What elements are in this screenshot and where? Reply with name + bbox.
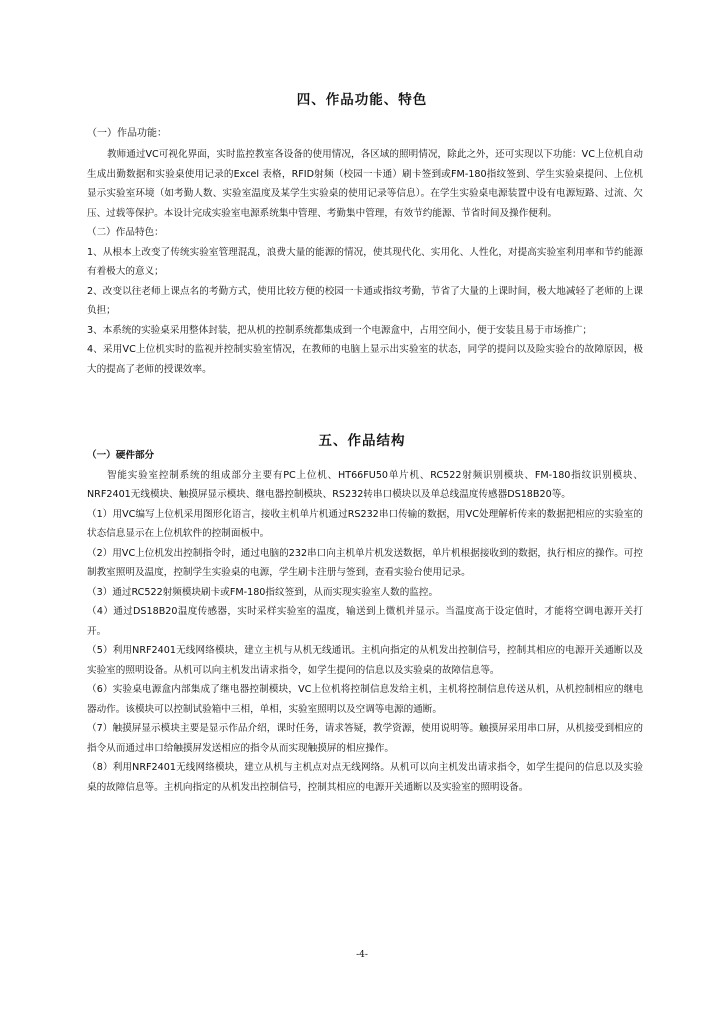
feature-item-3: 3、本系统的实验桌采用整体封装，把从机的控制系统都集成到一个电源盒中，占用空间小，便于安装且易于市场推广； bbox=[87, 324, 592, 336]
section5-body bbox=[87, 446, 643, 797]
feature-item-2: 2、改变以往老师上课点名的考勤方式，使用比较方便的校园一卡通或指纹考勤，节省了大量的上课时间，极大地减轻了老师的上课负担； bbox=[87, 285, 643, 316]
hardware-intro: 智能实验室控制系统的组成部分主要有PC上位机、HT66FU50单片机、RC522射频识别模块、FM-180指纹识别模块、NRF2401无线模块、触摸屏显示模块、继电器控制模块、RS232转串口模块以及单总线温度传感器DS18B20等。 bbox=[87, 469, 643, 500]
feature-item-4: 4、采用VC上位机实时的监视并控制实验室情况，在教师的电脑上显示出实验室的状态，同学的提问以及险实验台的故障原因，极大的提高了老师的授课效率。 bbox=[87, 344, 643, 375]
structure-item-1: （1）用VC编写上位机采用图形化语言，接收主机单片机通过RS232串口传输的数据，用VC处理解析传来的数据把相应的实验室的状态信息显示在上位机软件的控制面板中。 bbox=[87, 508, 643, 539]
page-number: -4- bbox=[356, 950, 368, 960]
section-heading-structure: 五、作品结构 bbox=[318, 433, 406, 449]
structure-item-2: （2）用VC上位机发出控制指令时，通过电脑的232串口向主机单片机发送数据，单片机根据接收到的数据，执行相应的操作。可控制教室照明及温度，控制学生实验桌的电源，学生刷卡注册与签到，查看实验台使用记录。 bbox=[87, 547, 643, 578]
structure-item-7: （7）触摸屏显示模块主要是显示作品介绍，课时任务，请求答疑，教学资源，使用说明等。触摸屏采用串口屏，从机接受到相应的指令从而通过串口给触摸屏发送相应的指令从而实现触摸屏的相应操作。 bbox=[87, 723, 643, 754]
structure-item-3: （3）通过RC522射频模块刷卡或FM-180指纹签到，从而实现实验室人数的监控。 bbox=[87, 586, 439, 598]
section-heading-functions: 四、作品功能、特色 bbox=[296, 92, 428, 108]
structure-item-5: （5）利用NRF2401无线网络模块，建立主机与从机无线通讯。主机向指定的从机发出控制信号，控制其相应的电源开关通断以及实验室的照明设备。从机可以向主机发出请求指令，如学生提问的信息以及实验桌的故障信息等。 bbox=[87, 645, 643, 676]
features-subtitle: （二）作品特色： bbox=[87, 227, 164, 238]
structure-item-4: （4）通过DS18B20温度传感器，实时采样实验室的温度，输送到上微机并显示。当温度高于设定值时，才能将空调电源开关打开。 bbox=[87, 606, 643, 637]
hardware-subtitle: （一）硬件部分 bbox=[87, 450, 155, 461]
section4-body bbox=[87, 145, 643, 379]
functions-paragraph: 教师通过VC可视化界面，实时监控教室各设备的使用情况，各区域的照明情况，除此之外，还可实现以下功能：VC上位机自动生成出勤数据和实验桌使用记录的Excel 表格，RFID射频（校园一卡通）刷卡签到或FM-180指纹签到、学生实验桌提问、上位机显示实验室环境（如考勤人数、实验室温度及某学生实验桌的使用记录等信息）。在学生实验桌电源装置中设有电源短路、过流、欠压、过载等保护。本设计完成实验室电源系统集中管理、考勤集中管理，有效节约能源、节省时间及操作便利。 bbox=[87, 149, 643, 219]
functions-subtitle: （一）作品功能： bbox=[87, 128, 167, 139]
structure-item-6: （6）实验桌电源盒内部集成了继电器控制模块，VC上位机将控制信息发给主机，主机将控制信息传送从机，从机控制相应的继电器动作。该模块可以控制试验箱中三相，单相，实验室照明以及空调等电源的通断。 bbox=[87, 684, 643, 715]
feature-item-1: 1、从根本上改变了传统实验室管理混乱，浪费大量的能源的情况，使其现代化、实用化、人性化，对提高实验室利用率和节约能源有着极大的意义； bbox=[87, 246, 643, 277]
structure-item-8: （8）利用NRF2401无线网络模块，建立从机与主机点对点无线网络。从机可以向主机发出请求指令，如学生提问的信息以及实验桌的故障信息等。主机向指定的从机发出控制信号，控制其相应的电源开关通断以及实验室的照明设备。 bbox=[87, 762, 643, 793]
